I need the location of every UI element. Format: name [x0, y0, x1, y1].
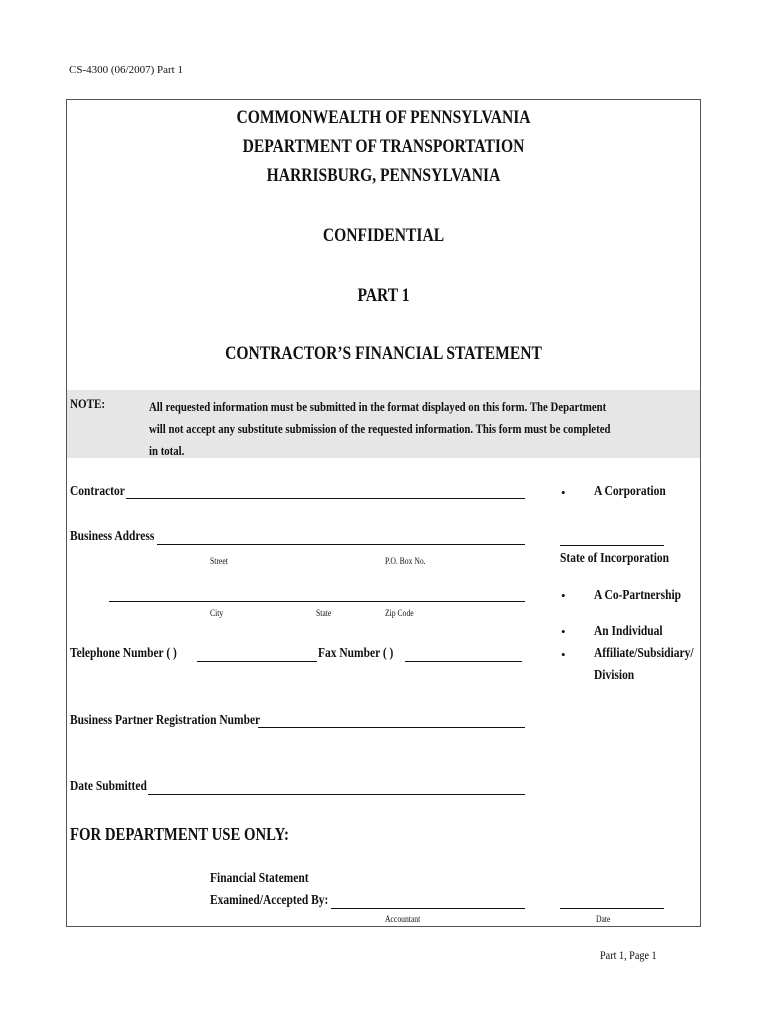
note-text	[149, 396, 610, 462]
address-city-line[interactable]	[109, 601, 525, 602]
zip-caption: Zip Code	[385, 608, 414, 618]
street-caption: Street	[210, 556, 228, 566]
city-caption: City	[210, 608, 224, 618]
part-label: PART 1	[357, 285, 410, 306]
header-city: HARRISBURG, PENNSYLVANIA	[266, 165, 501, 186]
co-partnership-bullet[interactable]: •	[561, 588, 566, 603]
address-street-line[interactable]	[157, 544, 525, 545]
form-frame	[66, 99, 701, 927]
date-submitted-label: Date Submitted	[70, 779, 147, 794]
bpr-label: Business Partner Registration Number	[70, 713, 261, 728]
note-line-1: All requested information must be submitted in the format displayed on this form. The Department	[149, 399, 607, 414]
confidential-label: CONFIDENTIAL	[322, 225, 445, 246]
individual-bullet[interactable]: •	[561, 624, 566, 639]
state-incorporation-line[interactable]	[560, 545, 664, 546]
contractor-input-line[interactable]	[126, 498, 525, 499]
co-partnership-option: A Co-Partnership	[594, 588, 682, 603]
examined-accepted-label: Examined/Accepted By:	[210, 893, 329, 908]
affiliate-bullet[interactable]: •	[561, 647, 566, 662]
affiliate-line-1: Affiliate/Subsidiary/	[594, 646, 694, 661]
header-department: DEPARTMENT OF TRANSPORTATION	[242, 136, 525, 157]
note-line-3: in total.	[149, 443, 185, 458]
form-code: CS-4300 (06/2007) Part 1	[69, 64, 183, 76]
corporation-option: A Corporation	[594, 484, 666, 499]
state-caption: State	[316, 608, 332, 618]
accepted-date-line[interactable]	[560, 908, 664, 909]
po-box-caption: P.O. Box No.	[385, 556, 426, 566]
contractor-label: Contractor	[70, 484, 125, 499]
telephone-input-line[interactable]	[197, 661, 317, 662]
bpr-input-line[interactable]	[258, 727, 525, 728]
note-line-2: will not accept any substitute submission of the requested information. This form must be completed	[149, 421, 611, 436]
department-use-heading: FOR DEPARTMENT USE ONLY:	[70, 824, 289, 844]
telephone-label: Telephone Number ( )	[70, 646, 177, 661]
date-submitted-input-line[interactable]	[148, 794, 525, 795]
corporation-bullet[interactable]: •	[561, 485, 566, 500]
financial-statement-label: Financial Statement	[210, 871, 309, 886]
fax-label: Fax Number ( )	[318, 646, 394, 661]
business-address-label: Business Address	[70, 529, 155, 544]
affiliate-option	[594, 643, 694, 687]
accountant-signature-line[interactable]	[331, 908, 525, 909]
fax-input-line[interactable]	[405, 661, 522, 662]
form-title: CONTRACTOR’S FINANCIAL STATEMENT	[225, 343, 542, 364]
affiliate-line-2: Division	[594, 668, 635, 683]
state-incorporation-label: State of Incorporation	[560, 551, 670, 566]
individual-option: An Individual	[594, 624, 663, 639]
header-commonwealth: COMMONWEALTH OF PENNSYLVANIA	[236, 107, 531, 128]
accountant-caption: Accountant	[385, 914, 421, 924]
date-caption: Date	[596, 914, 611, 924]
note-label: NOTE:	[70, 396, 105, 411]
page-footer: Part 1, Page 1	[600, 948, 657, 962]
